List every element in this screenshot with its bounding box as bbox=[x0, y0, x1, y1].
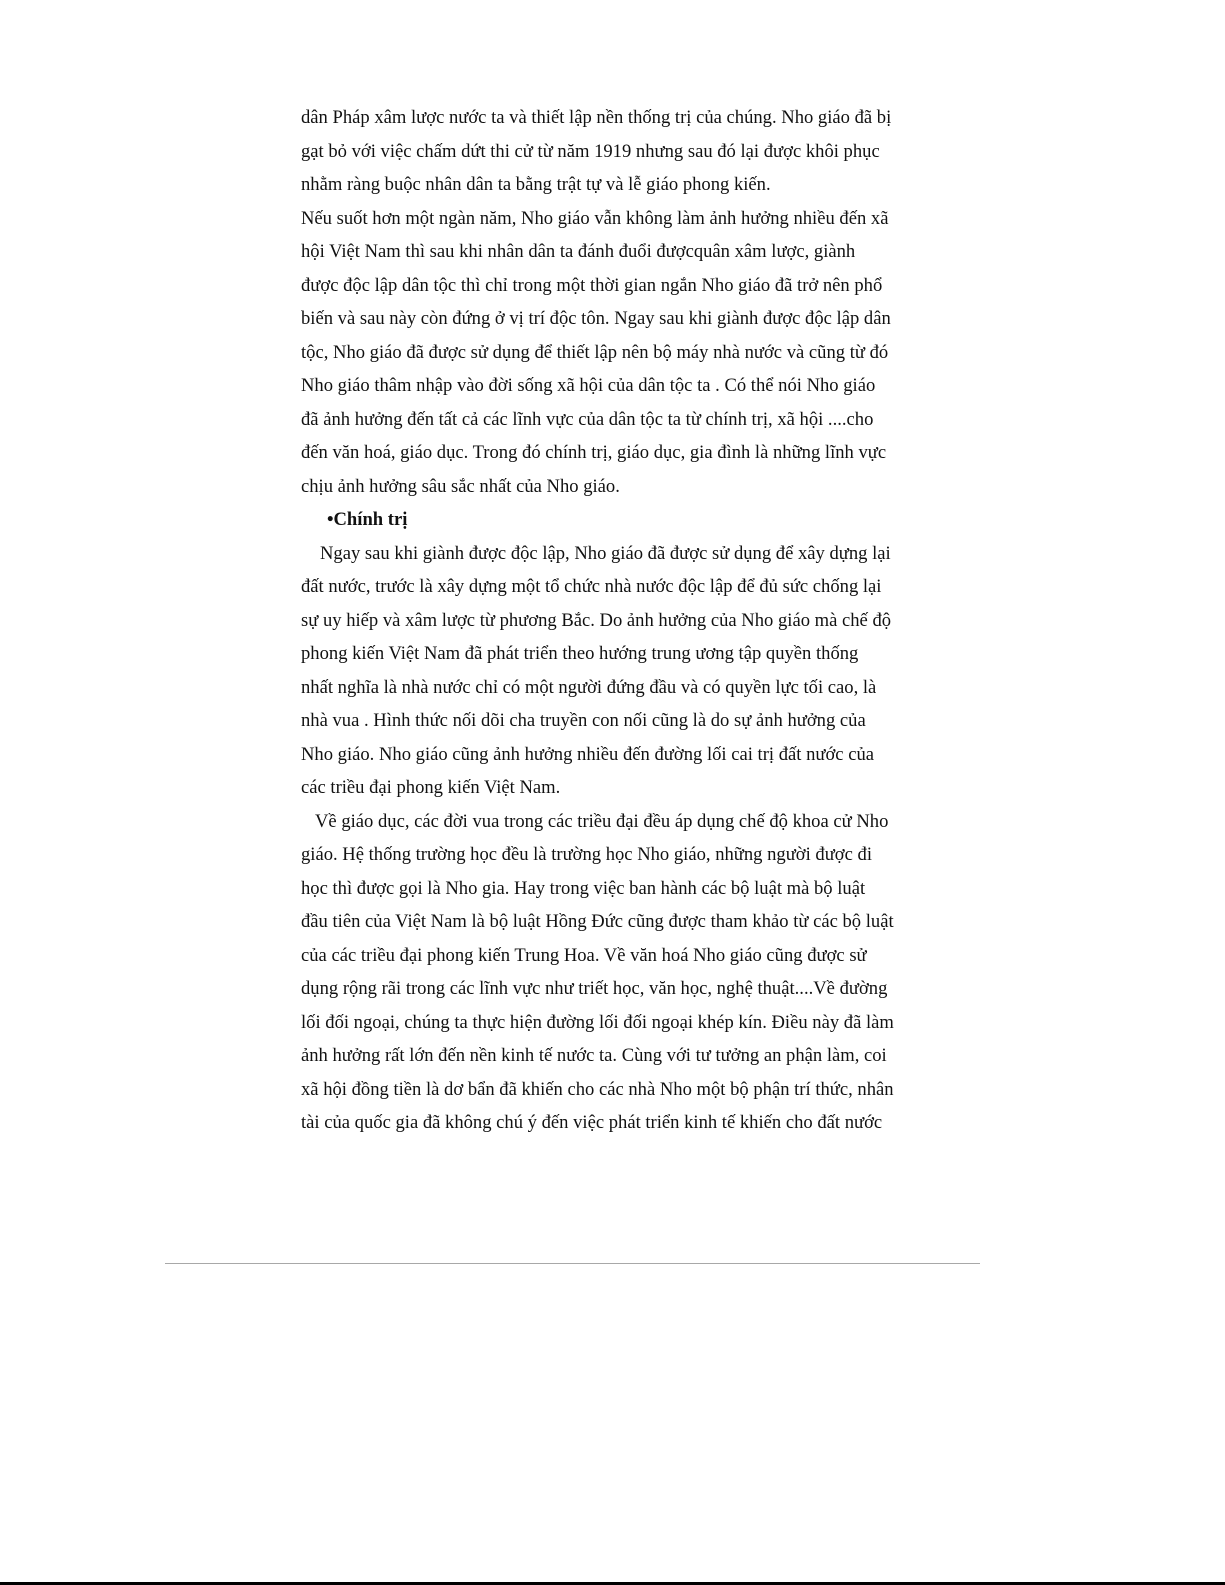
section-heading: •Chính trị bbox=[327, 509, 408, 530]
text-line: Nếu suốt hơn một ngàn năm, Nho giáo vẫn không làm ảnh hưởng nhiều đến xã bbox=[301, 207, 889, 229]
text-line: nhất nghĩa là nhà nước chỉ có một người đứng đầu và có quyền lực tối cao, là bbox=[301, 676, 877, 698]
text-line: dụng rộng rãi trong các lĩnh vực như triết học, văn học, nghệ thuật....Về đường bbox=[301, 978, 888, 999]
text-line: Về giáo dục, các đời vua trong các triều đại đều áp dụng chế độ khoa cử Nho bbox=[315, 810, 889, 832]
page-divider bbox=[165, 1263, 980, 1264]
text-line: phong kiến Việt Nam đã phát triển theo hướng trung ương tập quyền thống bbox=[301, 643, 859, 664]
text-line: ảnh hưởng rất lớn đến nền kinh tế nước ta. Cùng với tư tưởng an phận làm, coi bbox=[301, 1045, 887, 1066]
paragraph bbox=[301, 202, 926, 504]
paragraph bbox=[301, 537, 926, 805]
text-line: chịu ảnh hưởng sâu sắc nhất của Nho giáo. bbox=[301, 475, 620, 497]
text-line: sự uy hiếp và xâm lược từ phương Bắc. Do ảnh hưởng của Nho giáo mà chế độ bbox=[301, 609, 892, 631]
text-line: hội Việt Nam thì sau khi nhân dân ta đánh đuổi đượcquân xâm lược, giành bbox=[301, 241, 856, 262]
document-body bbox=[301, 101, 926, 1140]
text-line: Ngay sau khi giành được độc lập, Nho giáo đã được sử dụng để xây dựng lại bbox=[320, 542, 891, 564]
text-line: của các triều đại phong kiến Trung Hoa. Về văn hoá Nho giáo cũng được sử bbox=[301, 944, 867, 966]
text-line: gạt bỏ với việc chấm dứt thi cử từ năm 1919 nhưng sau đó lại được khôi phục bbox=[301, 140, 880, 162]
paragraph bbox=[301, 101, 926, 202]
text-line: các triều đại phong kiến Việt Nam. bbox=[301, 777, 561, 798]
text-line: đến văn hoá, giáo dục. Trong đó chính trị, giáo dục, gia đình là những lĩnh vực bbox=[301, 442, 887, 463]
text-line: tài của quốc gia đã không chú ý đến việc phát triển kinh tế khiến cho đất nước bbox=[301, 1112, 883, 1133]
text-line: đầu tiên của Việt Nam là bộ luật Hồng Đức cũng được tham khảo từ các bộ luật bbox=[301, 911, 894, 932]
text-line: lối đối ngoại, chúng ta thực hiện đường lối đối ngoại khép kín. Điều này đã làm bbox=[301, 1011, 894, 1033]
text-line: Nho giáo. Nho giáo cũng ảnh hưởng nhiều đến đường lối cai trị đất nước của bbox=[301, 743, 874, 765]
text-line: đất nước, trước là xây dựng một tổ chức nhà nước độc lập để đủ sức chống lại bbox=[301, 576, 882, 597]
paragraph bbox=[301, 805, 926, 1140]
text-line: biến và sau này còn đứng ở vị trí độc tôn. Ngay sau khi giành được độc lập dân bbox=[301, 308, 891, 329]
text-line: nhằm ràng buộc nhân dân ta bằng trật tự và lễ giáo phong kiến. bbox=[301, 174, 771, 195]
text-line: nhà vua . Hình thức nối dõi cha truyền con nối cũng là do sự ảnh hưởng của bbox=[301, 710, 866, 731]
text-line: được độc lập dân tộc thì chỉ trong một thời gian ngắn Nho giáo đã trở nên phổ bbox=[301, 274, 883, 296]
text-line: Nho giáo thâm nhập vào đời sống xã hội của dân tộc ta . Có thể nói Nho giáo bbox=[301, 375, 876, 396]
text-line: tộc, Nho giáo đã được sử dụng để thiết lập nên bộ máy nhà nước và cũng từ đó bbox=[301, 341, 889, 363]
text-line: dân Pháp xâm lược nước ta và thiết lập nền thống trị của chúng. Nho giáo đã bị bbox=[301, 107, 892, 128]
text-line: đã ảnh hưởng đến tất cả các lĩnh vực của dân tộc ta từ chính trị, xã hội ....cho bbox=[301, 408, 874, 430]
text-line: học thì được gọi là Nho gia. Hay trong việc ban hành các bộ luật mà bộ luật bbox=[301, 877, 866, 899]
text-line: xã hội đồng tiền là dơ bẩn đã khiến cho các nhà Nho một bộ phận trí thức, nhân bbox=[301, 1078, 894, 1100]
text-line: giáo. Hệ thống trường học đều là trường học Nho giáo, những người được đi bbox=[301, 844, 872, 865]
